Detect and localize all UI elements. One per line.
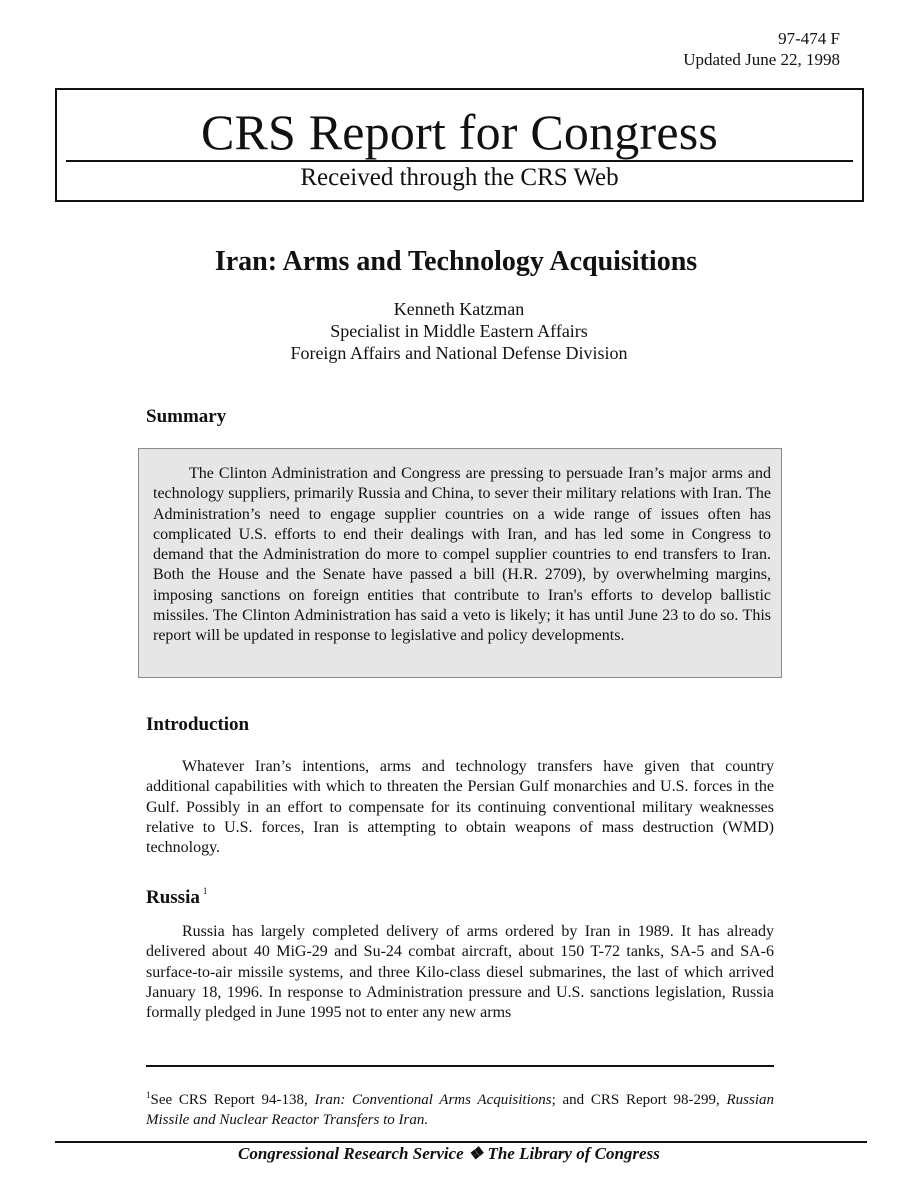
summary-text: The Clinton Administration and Congress are pressing to persuade Iran’s major arms and technology suppliers, primarily Russia and China, to sever their military relations with Iran. The Administration’s need to engage supplier countries on a wide range of issues often has complicated U.S. efforts to end their dealings with Iran, and has led some in Congress to demand that the Administration do more to compel supplier countries to end transfers to Iran. Both the House and the Senate have passed a bill (H.R. 2709), by overwhelming margins, imposing sanctions on foreign entities that contribute to Iran's efforts to develop ballistic missiles. The Clinton Administration has said a veto is likely; it has until June 23 to do so. This report will be updated in response to legislative and policy developments. xyxy=(153,465,771,645)
footnote-text-1: See CRS Report 94-138, xyxy=(150,1092,315,1108)
author-division: Foreign Affairs and National Defense Division xyxy=(290,343,628,363)
russia-text: Russia has largely completed delivery of arms ordered by Iran in 1989. It has already delivered about 40 MiG-29 and Su-24 combat aircraft, about 150 T-72 tanks, SA-5 and SA-6 surface-to-air missile systems, and three Kilo-class diesel submarines, the last of which arrived January 18, 1996. In response to Administration pressure and U.S. sanctions legislation, Russia formally pledged in June 1995 not to enter any new arms xyxy=(146,923,774,1022)
report-identifier xyxy=(683,28,840,70)
masthead-subtitle: Received through the CRS Web xyxy=(300,164,619,191)
author-name: Kenneth Katzman xyxy=(393,299,525,319)
footnote-title-2: Russian Missile and Nuclear Reactor Transfers to Iran. xyxy=(146,1092,774,1128)
masthead-box xyxy=(55,88,864,202)
document-title: Iran: Arms and Technology Acquisitions xyxy=(214,246,698,277)
summary-heading: Summary xyxy=(146,406,227,427)
page-footer: Congressional Research Service ❖ The Library of Congress xyxy=(238,1144,660,1163)
updated-date: Updated June 22, 1998 xyxy=(683,50,840,69)
introduction-text: Whatever Iran’s intentions, arms and technology transfers have given that country additional capabilities with which to threaten the Persian Gulf monarchies and U.S. forces in the Gulf. Possibly in an effort to compensate for its continuing conventional military weaknesses relative to U.S. forces, Iran is attempting to obtain weapons of mass destruction (WMD) technology. xyxy=(146,758,774,857)
footnote-title-1: Iran: Conventional Arms Acquisitions xyxy=(314,1092,552,1108)
footnote-text-2: ; and CRS Report 98-299, xyxy=(551,1092,727,1108)
author-block xyxy=(0,298,918,364)
russia-heading-label: Russia xyxy=(146,887,200,908)
introduction-heading: Introduction xyxy=(146,714,250,735)
footnote-reference[interactable]: 1 xyxy=(202,886,208,896)
footnote xyxy=(146,1085,774,1130)
masthead-title: CRS Report for Congress xyxy=(200,104,719,160)
author-position: Specialist in Middle Eastern Affairs xyxy=(330,321,588,341)
report-number: 97-474 F xyxy=(778,29,840,48)
summary-box xyxy=(138,448,782,678)
footnote-divider xyxy=(146,1065,774,1067)
footnote-marker: 1 xyxy=(146,1090,151,1100)
russia-heading xyxy=(146,879,207,910)
